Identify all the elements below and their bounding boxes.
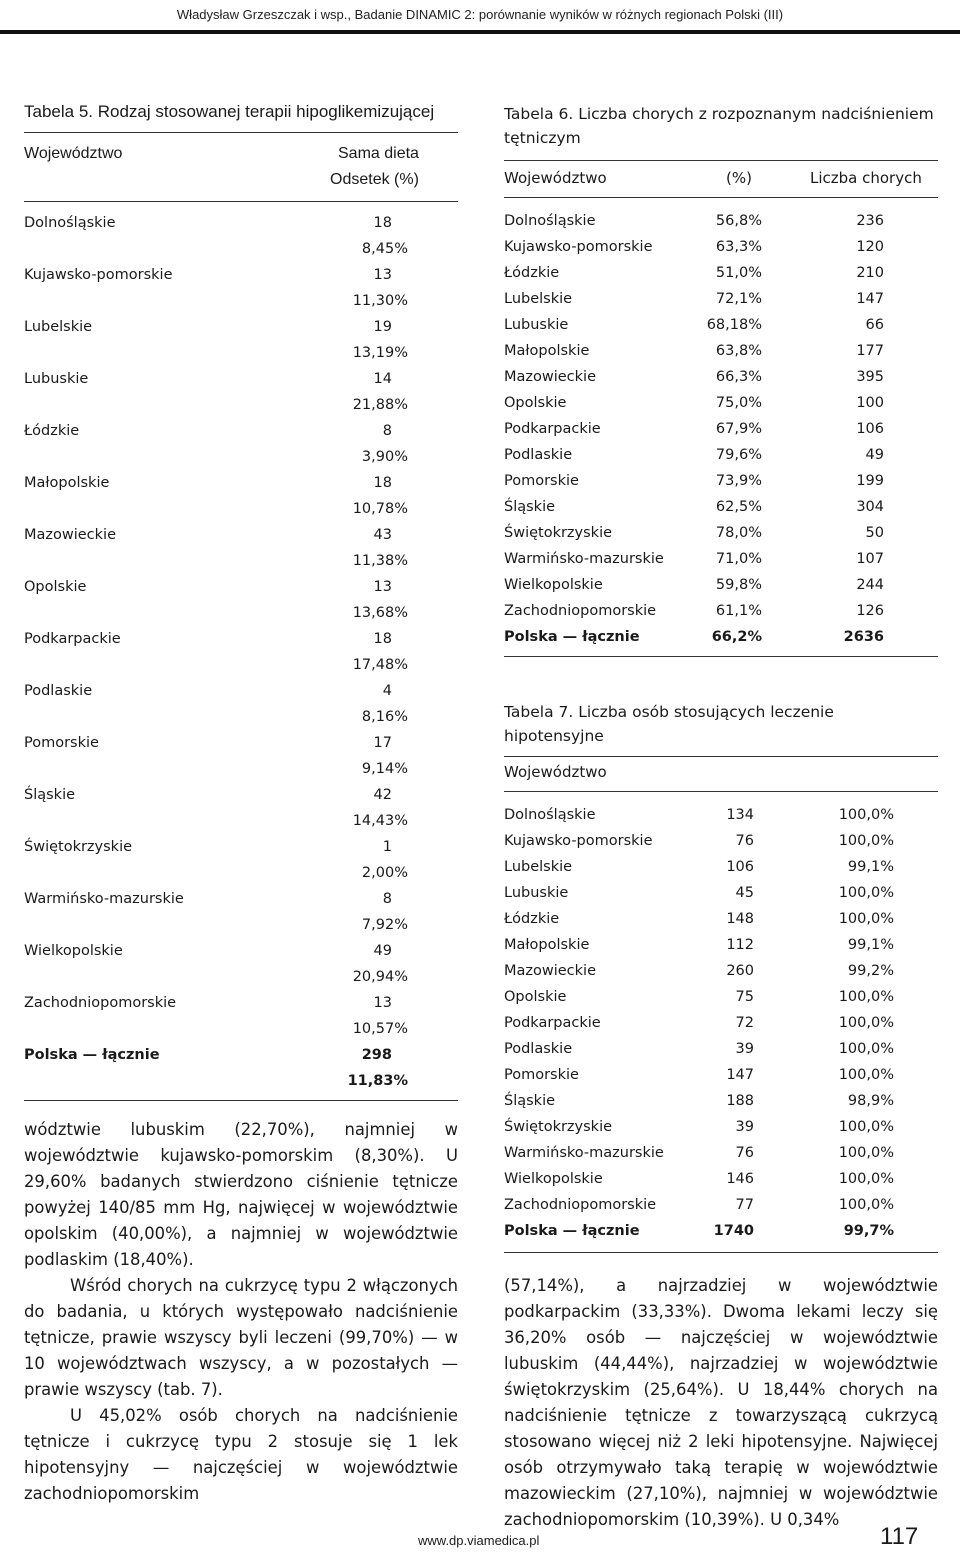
table-row	[504, 984, 938, 1010]
table-row-percent	[24, 444, 458, 470]
table-row-percent	[24, 548, 458, 574]
count-cell: 13	[373, 267, 392, 283]
table-row	[504, 854, 938, 880]
count-cell: 210	[856, 265, 884, 281]
table-7-col-region: Województwo	[504, 763, 607, 781]
region-cell: Polska — łącznie	[24, 1047, 160, 1063]
table-7-body	[504, 802, 938, 1244]
region-cell: Podlaskie	[24, 683, 93, 699]
running-header: Władysław Grzeszczak i wsp., Badanie DINAMIC 2: porównanie wyników w różnych regionach Polski (III)	[176, 7, 784, 22]
percent-cell: 63,3%	[715, 239, 762, 255]
percent-cell: 99,1%	[847, 859, 894, 875]
region-cell: Warmińsko-mazurskie	[504, 551, 664, 567]
count-cell: 244	[856, 577, 884, 593]
count-cell: 49	[373, 943, 392, 959]
percent-cell: 100,0%	[838, 989, 894, 1005]
count-cell: 112	[726, 937, 754, 953]
count-cell: 18	[373, 475, 392, 491]
percent-cell: 73,9%	[715, 473, 762, 489]
table-row-percent	[24, 1068, 458, 1094]
region-cell: Mazowieckie	[24, 527, 117, 543]
percent-cell: 99,1%	[847, 937, 894, 953]
region-cell: Lubelskie	[24, 319, 93, 335]
table-row	[24, 886, 458, 912]
table-row	[504, 1062, 938, 1088]
table-row	[504, 546, 938, 572]
table-row-percent	[24, 860, 458, 886]
count-cell: 13	[373, 579, 392, 595]
region-cell: Łódzkie	[504, 911, 560, 927]
table-5-subheader-row	[24, 167, 458, 193]
count-cell: 1	[382, 839, 392, 855]
count-cell: 146	[726, 1171, 754, 1187]
count-cell: 18	[373, 215, 392, 231]
region-cell: Zachodniopomorskie	[504, 603, 657, 619]
percent-cell: 98,9%	[847, 1093, 894, 1109]
table-row	[504, 572, 938, 598]
region-cell: Mazowieckie	[504, 963, 597, 979]
table-5-col-pct: Odsetek (%)	[330, 171, 419, 188]
count-cell: 395	[856, 369, 884, 385]
region-cell: Lubuskie	[24, 371, 89, 387]
table-row	[24, 990, 458, 1016]
table-row	[504, 906, 938, 932]
percent-cell: 100,0%	[838, 885, 894, 901]
percent-cell: 56,8%	[715, 213, 762, 229]
table-row	[504, 520, 938, 546]
table-row	[504, 1166, 938, 1192]
percent-cell: 14,43%	[352, 813, 408, 829]
percent-cell: 8,45%	[361, 241, 408, 257]
percent-cell: 79,6%	[715, 447, 762, 463]
table-row	[504, 234, 938, 260]
table-6-header-rule	[504, 197, 938, 198]
table-row-percent	[24, 756, 458, 782]
table-row	[24, 626, 458, 652]
count-cell: 18	[373, 631, 392, 647]
percent-cell: 100,0%	[838, 833, 894, 849]
region-cell: Opolskie	[504, 989, 567, 1005]
table-row	[504, 286, 938, 312]
table-row	[24, 314, 458, 340]
percent-cell: 9,14%	[361, 761, 408, 777]
percent-cell: 100,0%	[838, 1197, 894, 1213]
count-cell: 126	[856, 603, 884, 619]
region-cell: Świętokrzyskie	[504, 525, 613, 541]
region-cell: Lubuskie	[504, 317, 569, 333]
region-cell: Małopolskie	[24, 475, 110, 491]
table-5-title: Tabela 5. Rodzaj stosowanej terapii hipoglikemizującej	[24, 102, 435, 121]
region-cell: Opolskie	[504, 395, 567, 411]
count-cell: 17	[373, 735, 392, 751]
count-cell: 39	[735, 1119, 754, 1135]
table-row	[24, 730, 458, 756]
table-row	[504, 1010, 938, 1036]
table-6-body	[504, 208, 938, 650]
table-row	[504, 932, 938, 958]
count-cell: 8	[382, 423, 392, 439]
table-row	[504, 1140, 938, 1166]
percent-cell: 21,88%	[352, 397, 408, 413]
table-7-title: Tabela 7. Liczba osób stosujących leczenie hipotensyjne	[504, 703, 834, 745]
percent-cell: 51,0%	[715, 265, 762, 281]
region-cell: Lubuskie	[504, 885, 569, 901]
count-cell: 72	[735, 1015, 754, 1031]
count-cell: 66	[865, 317, 884, 333]
table-6-col-count: Liczba chorych	[810, 169, 922, 187]
paragraph: U 45,02% osób chorych na nadciśnienie tętnicze i cukrzycę typu 2 stosuje się 1 lek hipotensyjny — najczęściej w województwie zachodniopomorskim	[24, 1406, 458, 1503]
region-cell: Podkarpackie	[504, 1015, 601, 1031]
table-row	[504, 494, 938, 520]
count-cell: 106	[856, 421, 884, 437]
region-cell: Podlaskie	[504, 447, 573, 463]
count-cell: 2636	[843, 629, 884, 645]
region-cell: Małopolskie	[504, 937, 590, 953]
region-cell: Pomorskie	[504, 1067, 579, 1083]
table-row	[504, 1192, 938, 1218]
table-row	[24, 470, 458, 496]
region-cell: Podkarpackie	[24, 631, 121, 647]
percent-cell: 100,0%	[838, 1171, 894, 1187]
count-cell: 13	[373, 995, 392, 1011]
count-cell: 147	[726, 1067, 754, 1083]
table-7	[504, 700, 938, 1253]
body-text-right	[504, 1273, 938, 1533]
table-row	[504, 1088, 938, 1114]
region-cell: Warmińsko-mazurskie	[504, 1145, 664, 1161]
count-cell: 19	[373, 319, 392, 335]
region-cell: Śląskie	[504, 499, 556, 515]
region-cell: Kujawsko-pomorskie	[24, 267, 173, 283]
percent-cell: 62,5%	[715, 499, 762, 515]
region-cell: Dolnośląskie	[24, 215, 116, 231]
percent-cell: 72,1%	[715, 291, 762, 307]
table-6-col-pct: (%)	[726, 169, 752, 187]
count-cell: 134	[726, 807, 754, 823]
region-cell: Lubelskie	[504, 291, 573, 307]
percent-cell: 67,9%	[715, 421, 762, 437]
table-row-percent	[24, 496, 458, 522]
table-5-body	[24, 210, 458, 1094]
paragraph: Wśród chorych na cukrzycę typu 2 włączonych do badania, u których występowało nadciśnienie tętnicze, prawie wszyscy byli leczeni (99,70%) — w 10 województwach wszyscy, a w pozostałych — prawie wszyscy (tab. 7).	[24, 1276, 458, 1399]
count-cell: 147	[856, 291, 884, 307]
table-row-percent	[24, 704, 458, 730]
count-cell: 236	[856, 213, 884, 229]
table-row	[24, 262, 458, 288]
percent-cell: 10,78%	[352, 501, 408, 517]
region-cell: Warmińsko-mazurskie	[24, 891, 184, 907]
table-row	[504, 442, 938, 468]
table-row-percent	[24, 964, 458, 990]
table-row	[504, 1218, 938, 1244]
count-cell: 260	[726, 963, 754, 979]
count-cell: 148	[726, 911, 754, 927]
percent-cell: 100,0%	[838, 1041, 894, 1057]
table-7-top-rule	[504, 756, 938, 757]
table-row-percent	[24, 652, 458, 678]
table-row	[504, 958, 938, 984]
percent-cell: 2,00%	[361, 865, 408, 881]
table-row	[504, 338, 938, 364]
count-cell: 49	[865, 447, 884, 463]
region-cell: Śląskie	[504, 1093, 556, 1109]
table-7-header-rule	[504, 791, 938, 792]
region-cell: Polska — łącznie	[504, 629, 640, 645]
percent-cell: 100,0%	[838, 1067, 894, 1083]
count-cell: 42	[373, 787, 392, 803]
table-row-percent	[24, 1016, 458, 1042]
table-row	[24, 210, 458, 236]
table-5-header-row	[24, 141, 458, 167]
percent-cell: 78,0%	[715, 525, 762, 541]
percent-cell: 17,48%	[352, 657, 408, 673]
table-6-top-rule	[504, 160, 938, 161]
count-cell: 199	[856, 473, 884, 489]
count-cell: 177	[856, 343, 884, 359]
region-cell: Wielkopolskie	[504, 1171, 603, 1187]
paragraph: (57,14%), a najrzadziej w województwie podkarpackim (33,33%). Dwoma lekami leczy się 36,20% osób — najczęściej w województwie lubuskim (44,44%), najrzadziej w województwie świętokrzyskim (25,64%). U 18,44% chorych na nadciśnienie tętnicze z towarzyszącą cukrzycą stosowano więcej niż 2 leki hipotensyjne. Najwięcej osób otrzymywało taką terapię w województwie mazowieckim (27,10%), najmniej w województwie zachodniopomorskim (10,39%). U 0,34%	[504, 1276, 938, 1529]
count-cell: 39	[735, 1041, 754, 1057]
count-cell: 76	[735, 1145, 754, 1161]
table-row	[24, 678, 458, 704]
table-row-percent	[24, 340, 458, 366]
percent-cell: 11,38%	[352, 553, 408, 569]
table-5-bottom-rule	[24, 1100, 458, 1101]
region-cell: Śląskie	[24, 787, 76, 803]
region-cell: Zachodniopomorskie	[504, 1197, 657, 1213]
percent-cell: 61,1%	[715, 603, 762, 619]
percent-cell: 100,0%	[838, 911, 894, 927]
count-cell: 76	[735, 833, 754, 849]
region-cell: Lubelskie	[504, 859, 573, 875]
paragraph: wództwie lubuskim (22,70%), najmniej w województwie kujawsko-pomorskim (8,30%). U 29,60% badanych stwierdzono ciśnienie tętnicze powyżej 140/85 mm Hg, najwięcej w województwie opolskim (40,00%), a najmniej w województwie podlaskim (18,40%).	[24, 1120, 458, 1269]
table-row-percent	[24, 912, 458, 938]
table-row	[24, 366, 458, 392]
percent-cell: 66,3%	[715, 369, 762, 385]
percent-cell: 20,94%	[352, 969, 408, 985]
percent-cell: 13,68%	[352, 605, 408, 621]
table-row	[504, 802, 938, 828]
page-number: 117	[880, 1523, 919, 1550]
region-cell: Małopolskie	[504, 343, 590, 359]
table-row	[504, 416, 938, 442]
percent-cell: 71,0%	[715, 551, 762, 567]
count-cell: 77	[735, 1197, 754, 1213]
percent-cell: 11,30%	[352, 293, 408, 309]
count-cell: 45	[735, 885, 754, 901]
region-cell: Wielkopolskie	[24, 943, 123, 959]
percent-cell: 75,0%	[715, 395, 762, 411]
region-cell: Świętokrzyskie	[24, 839, 133, 855]
percent-cell: 100,0%	[838, 807, 894, 823]
table-row	[24, 782, 458, 808]
count-cell: 8	[382, 891, 392, 907]
percent-cell: 8,16%	[361, 709, 408, 725]
body-text-left	[24, 1117, 458, 1507]
percent-cell: 66,2%	[711, 629, 762, 645]
region-cell: Pomorskie	[24, 735, 99, 751]
header-rule	[0, 30, 960, 34]
percent-cell: 13,19%	[352, 345, 408, 361]
table-row	[24, 1042, 458, 1068]
percent-cell: 63,8%	[715, 343, 762, 359]
table-6-title: Tabela 6. Liczba chorych z rozpoznanym nadciśnieniem tętniczym	[504, 105, 934, 147]
region-cell: Świętokrzyskie	[504, 1119, 613, 1135]
table-row	[24, 938, 458, 964]
table-row	[504, 1036, 938, 1062]
table-7-bottom-rule	[504, 1252, 938, 1253]
region-cell: Podkarpackie	[504, 421, 601, 437]
table-7-header-row	[504, 759, 938, 785]
table-row	[504, 880, 938, 906]
count-cell: 14	[373, 371, 392, 387]
count-cell: 43	[373, 527, 392, 543]
table-row-percent	[24, 600, 458, 626]
count-cell: 4	[382, 683, 392, 699]
table-row-percent	[24, 392, 458, 418]
count-cell: 50	[865, 525, 884, 541]
table-5-header-rule	[24, 201, 458, 202]
region-cell: Wielkopolskie	[504, 577, 603, 593]
table-row-percent	[24, 236, 458, 262]
table-row	[24, 834, 458, 860]
region-cell: Łódzkie	[24, 423, 80, 439]
table-row	[504, 364, 938, 390]
region-cell: Kujawsko-pomorskie	[504, 833, 653, 849]
table-row	[504, 390, 938, 416]
region-cell: Łódzkie	[504, 265, 560, 281]
region-cell: Polska — łącznie	[504, 1223, 640, 1239]
percent-cell: 11,83%	[347, 1073, 408, 1089]
count-cell: 1740	[713, 1223, 754, 1239]
region-cell: Pomorskie	[504, 473, 579, 489]
table-row	[24, 418, 458, 444]
table-5-col-diet: Sama dieta	[338, 145, 419, 162]
table-5-col-region: Województwo	[24, 145, 123, 162]
count-cell: 298	[361, 1047, 392, 1063]
count-cell: 106	[726, 859, 754, 875]
table-row	[504, 208, 938, 234]
table-5	[24, 100, 458, 1101]
region-cell: Opolskie	[24, 579, 87, 595]
percent-cell: 7,92%	[361, 917, 408, 933]
region-cell: Dolnośląskie	[504, 807, 596, 823]
percent-cell: 59,8%	[715, 577, 762, 593]
region-cell: Dolnośląskie	[504, 213, 596, 229]
count-cell: 188	[726, 1093, 754, 1109]
table-row	[504, 260, 938, 286]
table-6	[504, 102, 938, 657]
table-6-bottom-rule	[504, 656, 938, 657]
count-cell: 120	[856, 239, 884, 255]
footer-url: www.dp.viamedica.pl	[418, 1533, 540, 1548]
table-row	[504, 312, 938, 338]
table-row	[504, 828, 938, 854]
table-6-col-region: Województwo	[504, 169, 607, 187]
percent-cell: 99,7%	[843, 1223, 894, 1239]
percent-cell: 3,90%	[361, 449, 408, 465]
table-row	[504, 624, 938, 650]
percent-cell: 100,0%	[838, 1119, 894, 1135]
percent-cell: 100,0%	[838, 1015, 894, 1031]
table-row	[24, 574, 458, 600]
table-row-percent	[24, 288, 458, 314]
table-6-header-row	[504, 165, 938, 191]
count-cell: 75	[735, 989, 754, 1005]
table-row	[24, 522, 458, 548]
percent-cell: 99,2%	[847, 963, 894, 979]
count-cell: 100	[856, 395, 884, 411]
table-row	[504, 1114, 938, 1140]
percent-cell: 10,57%	[352, 1021, 408, 1037]
region-cell: Zachodniopomorskie	[24, 995, 177, 1011]
table-row-percent	[24, 808, 458, 834]
percent-cell: 68,18%	[706, 317, 762, 333]
table-5-top-rule	[24, 132, 458, 133]
table-row	[504, 468, 938, 494]
region-cell: Kujawsko-pomorskie	[504, 239, 653, 255]
percent-cell: 100,0%	[838, 1145, 894, 1161]
count-cell: 107	[856, 551, 884, 567]
region-cell: Mazowieckie	[504, 369, 597, 385]
region-cell: Podlaskie	[504, 1041, 573, 1057]
table-row	[504, 598, 938, 624]
count-cell: 304	[856, 499, 884, 515]
